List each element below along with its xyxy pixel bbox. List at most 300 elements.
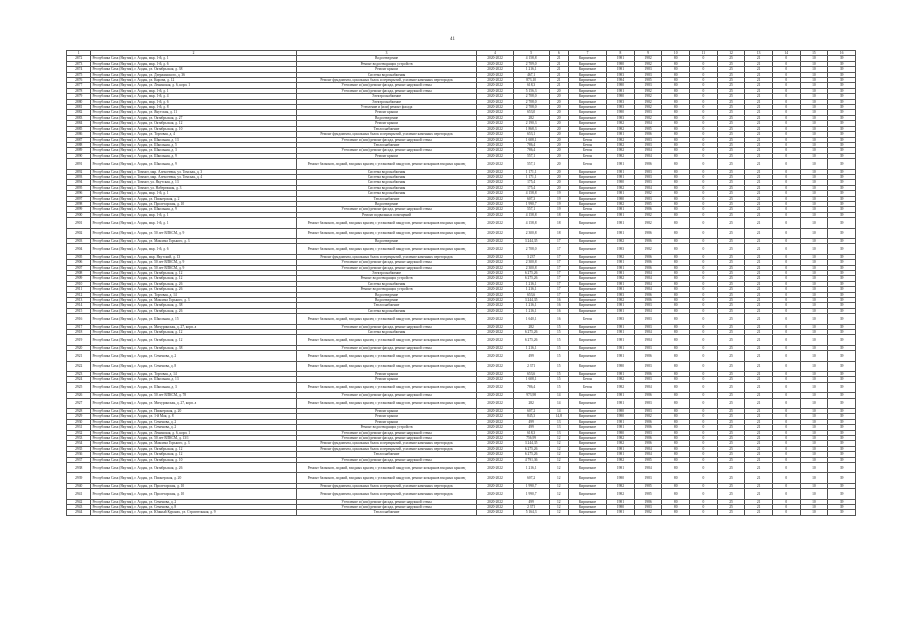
col-13-cell: 21 [745, 425, 773, 430]
col-6-cell: 12 [549, 473, 568, 483]
cost-cell: 756,99 [513, 436, 549, 441]
col-11-cell: 0 [690, 281, 718, 286]
col-10-cell: 80 [662, 303, 690, 308]
col-16-cell: 39 [828, 446, 856, 451]
cost-cell: 499 [513, 425, 549, 430]
cost-cell: 557,1 [513, 207, 549, 212]
col-15-cell: 10 [800, 78, 828, 83]
work-type-cell: Утепление и (или) ремонт фасада, ремонт наружной стены [296, 260, 477, 265]
col-8-cell: 1983 [607, 72, 635, 77]
col-16-cell: 39 [828, 174, 856, 179]
address-cell: Республика Саха (Якутия), г. Алдан, ул. Октябрьская, д. 27 [91, 115, 296, 120]
col-10-cell: 80 [662, 409, 690, 414]
row-number-cell: 2907 [67, 265, 91, 270]
row-number-cell: 2893 [67, 174, 91, 179]
column-header: 4 [477, 51, 513, 56]
col-10-cell: 80 [662, 287, 690, 292]
col-6-cell: 13 [549, 419, 568, 424]
row-number-cell: 2900 [67, 212, 91, 217]
wall-material-cell: Кирпичное [568, 510, 606, 515]
col-16-cell: 39 [828, 377, 856, 382]
table-row [67, 351, 856, 361]
col-6-cell: 13 [549, 425, 568, 430]
col-12-cell: 25 [717, 499, 745, 504]
col-16-cell: 39 [828, 308, 856, 313]
col-11-cell: 0 [690, 330, 718, 335]
col-15-cell: 10 [800, 72, 828, 77]
col-13-cell: 21 [745, 457, 773, 462]
col-8-cell: 1982 [607, 298, 635, 303]
wall-material-cell: Кирпичное [568, 324, 606, 329]
column-header: 9 [634, 51, 662, 56]
address-cell: Республика Саха (Якутия), г. Алдан, ул. Семенова, д. 8 [91, 361, 296, 371]
period-cell: 2020-2022 [477, 308, 513, 313]
wall-material-cell: Бетон [568, 137, 606, 142]
col-11-cell: 0 [690, 345, 718, 350]
col-16-cell: 39 [828, 489, 856, 499]
address-cell: Республика Саха (Якутия), г. Алдан, ул. Ленинская, д. 6, корп. 1 [91, 83, 296, 88]
col-13-cell: 21 [745, 67, 773, 72]
col-12-cell: 25 [717, 88, 745, 93]
wall-material-cell: Кирпичное [568, 489, 606, 499]
cost-cell: 282 [513, 324, 549, 329]
col-14-cell: 0 [772, 61, 800, 66]
col-15-cell: 10 [800, 436, 828, 441]
period-cell: 2020-2022 [477, 185, 513, 190]
col-12-cell: 25 [717, 99, 745, 104]
work-type-cell: Ремонт водоотводящих устройств [296, 61, 477, 66]
row-number-cell: 2925 [67, 382, 91, 392]
col-14-cell: 0 [772, 153, 800, 158]
period-cell: 2020-2022 [477, 372, 513, 377]
col-8-cell: 1980 [607, 473, 635, 483]
wall-material-cell: Кирпичное [568, 260, 606, 265]
col-6-cell: 14 [549, 398, 568, 408]
col-8-cell: 1982 [607, 148, 635, 153]
col-9-cell: 1984 [634, 153, 662, 158]
address-cell: Республика Саха (Якутия), г. Алдан, ул. Максима Горького, д. 3 [91, 238, 296, 243]
address-cell: Республика Саха (Якутия), г. Алдан, ул. Пролетарская, д. 10 [91, 201, 296, 206]
col-16-cell: 39 [828, 473, 856, 483]
cost-cell: 4 158,8 [513, 56, 549, 61]
row-number-cell: 2890 [67, 153, 91, 158]
col-13-cell: 21 [745, 361, 773, 371]
table-row [67, 159, 856, 169]
row-number-cell: 2885 [67, 126, 91, 131]
col-14-cell: 0 [772, 292, 800, 297]
col-15-cell: 10 [800, 419, 828, 424]
col-16-cell: 39 [828, 88, 856, 93]
col-9-cell: 1986 [634, 441, 662, 446]
col-12-cell: 25 [717, 398, 745, 408]
col-11-cell: 0 [690, 298, 718, 303]
cost-cell: 2 371 [513, 361, 549, 371]
work-type-cell: Электроснабжение [296, 94, 477, 99]
col-13-cell: 21 [745, 61, 773, 66]
col-9-cell: 1983 [634, 505, 662, 510]
col-8-cell: 1981 [607, 308, 635, 313]
address-cell: Республика Саха (Якутия), г. Алдан, мкр. 1-й, д. 6 [91, 244, 296, 254]
col-14-cell: 0 [772, 436, 800, 441]
cost-cell: 973,98 [513, 393, 549, 398]
cost-cell: 2 371 [513, 505, 549, 510]
col-16-cell: 39 [828, 265, 856, 270]
cost-cell: 499 [513, 419, 549, 424]
work-type-cell: Утепление и (или) ремонт фасада, ремонт наружной стены [296, 499, 477, 504]
work-type-cell: Водоотведение [296, 238, 477, 243]
address-cell: Республика Саха (Якутия), г. Алдан, ул. Торговая, д. 4 [91, 132, 296, 137]
col-9-cell: 1982 [634, 191, 662, 196]
col-10-cell: 80 [662, 436, 690, 441]
work-type-cell: Утепление и (или) ремонт фасада [296, 105, 477, 110]
work-type-cell: Ремонт водоотводящих устройств [296, 276, 477, 281]
col-16-cell: 39 [828, 142, 856, 147]
wall-material-cell: Кирпичное [568, 298, 606, 303]
period-cell: 2020-2022 [477, 238, 513, 243]
period-cell: 2020-2022 [477, 61, 513, 66]
col-16-cell: 39 [828, 382, 856, 392]
wall-material-cell: Кирпичное [568, 441, 606, 446]
col-16-cell: 39 [828, 425, 856, 430]
period-cell: 2020-2022 [477, 430, 513, 435]
col-10-cell: 80 [662, 153, 690, 158]
col-6-cell: 16 [549, 308, 568, 313]
col-9-cell: 1984 [634, 276, 662, 281]
col-15-cell: 10 [800, 398, 828, 408]
col-9-cell: 1986 [634, 159, 662, 169]
col-14-cell: 0 [772, 132, 800, 137]
col-6-cell: 21 [549, 67, 568, 72]
col-12-cell: 25 [717, 308, 745, 313]
work-type-cell: Система водоснабжения [296, 169, 477, 174]
col-10-cell: 80 [662, 132, 690, 137]
period-cell: 2020-2022 [477, 457, 513, 462]
col-8-cell: 1980 [607, 409, 635, 414]
cost-cell: 1 216,1 [513, 303, 549, 308]
col-15-cell: 10 [800, 463, 828, 473]
col-13-cell: 21 [745, 330, 773, 335]
col-16-cell: 39 [828, 393, 856, 398]
col-6-cell: 17 [549, 276, 568, 281]
table-row [67, 398, 856, 408]
col-11-cell: 0 [690, 88, 718, 93]
period-cell: 2020-2022 [477, 110, 513, 115]
col-10-cell: 80 [662, 265, 690, 270]
work-type-cell: Система водоснабжения [296, 330, 477, 335]
col-11-cell: 0 [690, 180, 718, 185]
row-number-cell: 2887 [67, 137, 91, 142]
row-number-cell: 2934 [67, 441, 91, 446]
cost-cell: 1 171,1 [513, 169, 549, 174]
col-13-cell: 21 [745, 393, 773, 398]
work-type-cell: Ремонт балконов, лоджий, входных крылец с установкой пандусов, ремонт козырьков входных крылец [296, 351, 477, 361]
address-cell: Республика Саха (Якутия), г. Алдан, ул. Мичуринская, д. 27, корп. а [91, 324, 296, 329]
work-type-cell: Система водоснабжения [296, 308, 477, 313]
cost-cell: 6 275,26 [513, 330, 549, 335]
col-14-cell: 0 [772, 324, 800, 329]
col-6-cell: 12 [549, 446, 568, 451]
col-15-cell: 10 [800, 238, 828, 243]
wall-material-cell: Кирпичное [568, 196, 606, 201]
col-10-cell: 80 [662, 335, 690, 345]
col-10-cell: 80 [662, 142, 690, 147]
col-14-cell: 0 [772, 345, 800, 350]
col-10-cell: 80 [662, 489, 690, 499]
cost-cell: 467,1 [513, 72, 549, 77]
col-14-cell: 0 [772, 56, 800, 61]
col-6-cell: 17 [549, 270, 568, 275]
work-type-cell: Ремонт водоотводящих устройств [296, 425, 477, 430]
col-13-cell: 21 [745, 270, 773, 275]
work-type-cell: Теплоснабжение [296, 303, 477, 308]
work-type-cell: Ремонт балконов, лоджий, входных крылец с установкой пандусов, ремонт козырьков входных крылец [296, 228, 477, 238]
col-12-cell: 25 [717, 94, 745, 99]
col-10-cell: 80 [662, 185, 690, 190]
cost-cell: 1 216,1 [513, 345, 549, 350]
col-15-cell: 10 [800, 414, 828, 419]
col-15-cell: 10 [800, 254, 828, 259]
wall-material-cell: Кирпичное [568, 121, 606, 126]
col-8-cell: 1982 [607, 457, 635, 462]
col-12-cell: 25 [717, 153, 745, 158]
col-8-cell: 1981 [607, 169, 635, 174]
col-9-cell: 1982 [634, 56, 662, 61]
col-11-cell: 0 [690, 499, 718, 504]
col-13-cell: 21 [745, 260, 773, 265]
wall-material-cell: Кирпичное [568, 132, 606, 137]
cost-cell: 1 216,1 [513, 67, 549, 72]
col-9-cell: 1983 [634, 110, 662, 115]
column-header: 5 [513, 51, 549, 56]
address-cell: Республика Саха (Якутия), г. Алдан, ул. Октябрьская, д. 12 [91, 121, 296, 126]
col-16-cell: 39 [828, 345, 856, 350]
col-8-cell: 1981 [607, 270, 635, 275]
col-16-cell: 39 [828, 505, 856, 510]
period-cell: 2020-2022 [477, 351, 513, 361]
col-10-cell: 80 [662, 94, 690, 99]
cost-cell: 618,3 [513, 430, 549, 435]
col-16-cell: 39 [828, 132, 856, 137]
row-number-cell: 2888 [67, 142, 91, 147]
col-11-cell: 0 [690, 265, 718, 270]
col-13-cell: 21 [745, 78, 773, 83]
col-14-cell: 0 [772, 473, 800, 483]
wall-material-cell: Кирпичное [568, 335, 606, 345]
col-16-cell: 39 [828, 99, 856, 104]
col-8-cell: 1983 [607, 292, 635, 297]
wall-material-cell: Кирпичное [568, 110, 606, 115]
col-14-cell: 0 [772, 207, 800, 212]
period-cell: 2020-2022 [477, 88, 513, 93]
row-number-cell: 2924 [67, 377, 91, 382]
col-8-cell: 1982 [607, 436, 635, 441]
col-9-cell: 1985 [634, 489, 662, 499]
col-13-cell: 21 [745, 463, 773, 473]
col-16-cell: 39 [828, 121, 856, 126]
column-header: 11 [690, 51, 718, 56]
col-15-cell: 10 [800, 361, 828, 371]
col-15-cell: 10 [800, 174, 828, 179]
row-number-cell: 2918 [67, 330, 91, 335]
col-9-cell: 1986 [634, 228, 662, 238]
col-13-cell: 21 [745, 244, 773, 254]
wall-material-cell: Кирпичное [568, 330, 606, 335]
address-cell: Республика Саха (Якутия), г. Алдан, ул. Пролетарская, д. 10 [91, 489, 296, 499]
wall-material-cell: Кирпичное [568, 452, 606, 457]
period-cell: 2020-2022 [477, 67, 513, 72]
col-9-cell: 1982 [634, 510, 662, 515]
col-9-cell: 1986 [634, 425, 662, 430]
col-11-cell: 0 [690, 414, 718, 419]
col-6-cell: 20 [549, 142, 568, 147]
address-cell: Республика Саха (Якутия), г. Алдан, ул. Октябрьская, д. 26 [91, 463, 296, 473]
work-type-cell: Утепление и (или) ремонт фасада, ремонт наружной стены [296, 457, 477, 462]
col-10-cell: 80 [662, 441, 690, 446]
wall-material-cell: Кирпичное [568, 345, 606, 350]
col-15-cell: 10 [800, 67, 828, 72]
col-9-cell: 1982 [634, 61, 662, 66]
col-9-cell: 1983 [634, 409, 662, 414]
cost-cell: 4 158,8 [513, 218, 549, 228]
col-6-cell: 19 [549, 201, 568, 206]
col-15-cell: 10 [800, 260, 828, 265]
work-type-cell: Утепление и (или) ремонт фасада, ремонт наружной стены [296, 207, 477, 212]
col-10-cell: 80 [662, 191, 690, 196]
work-type-cell: Ремонт крыши [296, 67, 477, 72]
col-8-cell: 1980 [607, 430, 635, 435]
period-cell: 2020-2022 [477, 314, 513, 324]
col-16-cell: 39 [828, 61, 856, 66]
col-12-cell: 25 [717, 377, 745, 382]
row-number-cell: 2940 [67, 483, 91, 488]
col-16-cell: 39 [828, 441, 856, 446]
row-number-cell: 2896 [67, 191, 91, 196]
row-number-cell: 2897 [67, 196, 91, 201]
col-13-cell: 21 [745, 298, 773, 303]
cost-cell: 499 [513, 351, 549, 361]
row-number-cell: 2929 [67, 414, 91, 419]
wall-material-cell: Бетон [568, 159, 606, 169]
wall-material-cell: Кирпичное [568, 414, 606, 419]
col-14-cell: 0 [772, 260, 800, 265]
col-12-cell: 25 [717, 330, 745, 335]
col-12-cell: 25 [717, 238, 745, 243]
col-6-cell: 14 [549, 409, 568, 414]
col-10-cell: 80 [662, 510, 690, 515]
col-12-cell: 25 [717, 303, 745, 308]
col-10-cell: 80 [662, 207, 690, 212]
col-6-cell: 13 [549, 430, 568, 435]
col-14-cell: 0 [772, 505, 800, 510]
col-9-cell: 1983 [634, 72, 662, 77]
col-16-cell: 39 [828, 207, 856, 212]
work-type-cell: Электроснабжение [296, 99, 477, 104]
cost-cell: 2 708,0 [513, 94, 549, 99]
col-8-cell: 1981 [607, 398, 635, 408]
page-number: 41 [450, 37, 455, 42]
column-header: 13 [745, 51, 773, 56]
col-6-cell: 20 [549, 126, 568, 131]
col-9-cell: 1983 [634, 174, 662, 179]
work-type-cell: Водоотведение [296, 115, 477, 120]
col-9-cell: 1986 [634, 207, 662, 212]
col-6-cell: 17 [549, 260, 568, 265]
col-12-cell: 25 [717, 505, 745, 510]
col-6-cell: 14 [549, 393, 568, 398]
col-9-cell: 1986 [634, 254, 662, 259]
row-number-cell: 2910 [67, 281, 91, 286]
cost-cell: 1 608,1 [513, 377, 549, 382]
row-number-cell: 2931 [67, 425, 91, 430]
address-cell: Республика Саха (Якутия), г. Алдан, ул. Торговая, д. 14 [91, 292, 296, 297]
period-cell: 2020-2022 [477, 72, 513, 77]
col-11-cell: 0 [690, 457, 718, 462]
col-6-cell: 15 [549, 330, 568, 335]
col-8-cell: 1982 [607, 489, 635, 499]
col-11-cell: 0 [690, 115, 718, 120]
column-header: 12 [717, 51, 745, 56]
col-9-cell: 1984 [634, 308, 662, 313]
col-12-cell: 25 [717, 372, 745, 377]
row-number-cell: 2878 [67, 88, 91, 93]
col-14-cell: 0 [772, 298, 800, 303]
col-16-cell: 39 [828, 281, 856, 286]
col-16-cell: 39 [828, 228, 856, 238]
period-cell: 2020-2022 [477, 132, 513, 137]
row-number-cell: 2911 [67, 287, 91, 292]
address-cell: Республика Саха (Якутия), г. Алдан, ул. Октябрьская, д. 26 [91, 287, 296, 292]
row-number-cell: 2915 [67, 308, 91, 313]
address-cell: Республика Саха (Якутия), г. Алдан, ул. Октябрьская, д. 12 [91, 446, 296, 451]
cost-cell: 786,4 [513, 148, 549, 153]
wall-material-cell: Бетон [568, 142, 606, 147]
row-number-cell: 2913 [67, 298, 91, 303]
wall-material-cell: Кирпичное [568, 505, 606, 510]
period-cell: 2020-2022 [477, 212, 513, 217]
col-11-cell: 0 [690, 254, 718, 259]
col-6-cell: 19 [549, 207, 568, 212]
wall-material-cell: Кирпичное [568, 191, 606, 196]
col-14-cell: 0 [772, 430, 800, 435]
col-6-cell: 21 [549, 78, 568, 83]
row-number-cell: 2873 [67, 61, 91, 66]
cost-cell: 1 868,3 [513, 126, 549, 131]
col-12-cell: 25 [717, 265, 745, 270]
col-16-cell: 39 [828, 72, 856, 77]
col-14-cell: 0 [772, 330, 800, 335]
work-type-cell: Ремонт фундамента, цокольных балок и перекрытий, усиление каменных перегородок [296, 254, 477, 259]
col-14-cell: 0 [772, 409, 800, 414]
address-cell: Республика Саха (Якутия), г. Алдан, ул. Максима Горького, д. 3 [91, 441, 296, 446]
col-11-cell: 0 [690, 218, 718, 228]
row-number-cell: 2919 [67, 335, 91, 345]
col-13-cell: 21 [745, 238, 773, 243]
col-13-cell: 21 [745, 159, 773, 169]
col-8-cell: 1982 [607, 126, 635, 131]
row-number-cell: 2942 [67, 499, 91, 504]
col-6-cell: 20 [549, 180, 568, 185]
col-10-cell: 80 [662, 254, 690, 259]
address-cell: Республика Саха (Якутия), г. Алдан, ул. Школьная, д. 9 [91, 207, 296, 212]
col-9-cell: 1983 [634, 303, 662, 308]
col-8-cell: 1981 [607, 419, 635, 424]
col-6-cell: 17 [549, 238, 568, 243]
work-type-cell: Ремонт балконов, лоджий, входных крылец с установкой пандусов, ремонт козырьков входных крылец [296, 218, 477, 228]
col-15-cell: 10 [800, 212, 828, 217]
address-cell: Республика Саха (Якутия), г. Алдан, мкр. 1-й, д. 1 [91, 212, 296, 217]
col-10-cell: 80 [662, 105, 690, 110]
table-row [67, 489, 856, 499]
